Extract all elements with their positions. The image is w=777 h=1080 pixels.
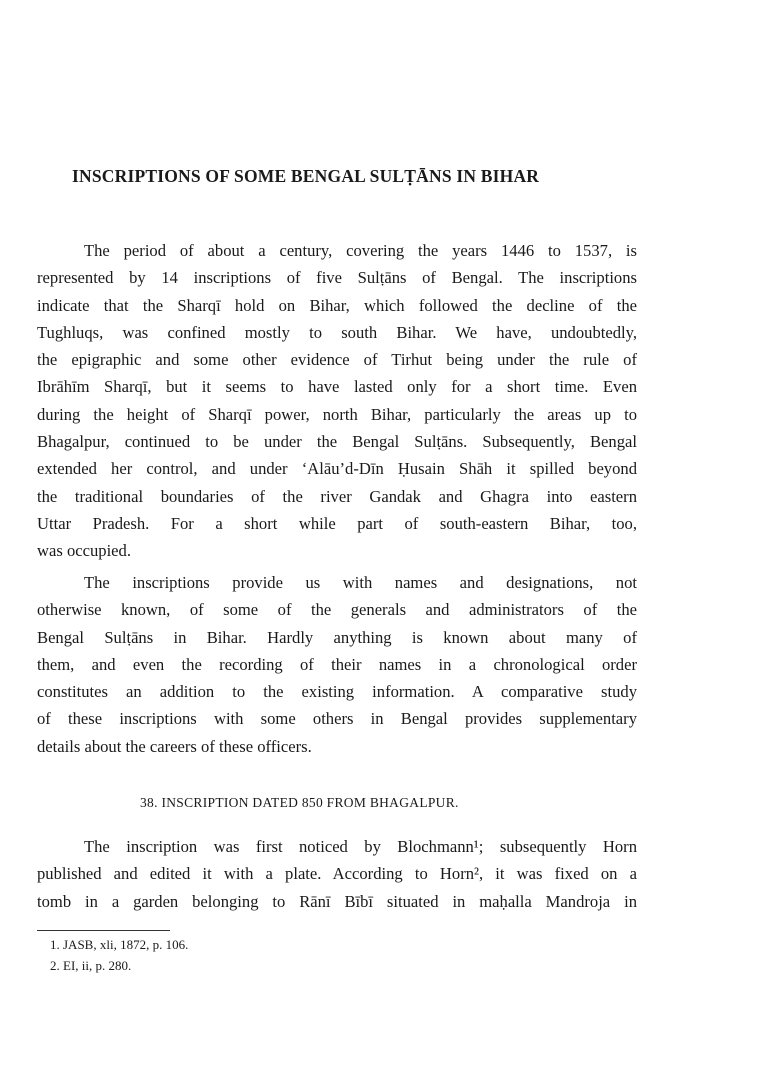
paragraph-line: The inscriptions provide us with names and designations, not bbox=[84, 573, 637, 592]
paragraph-line: The inscription was first noticed by Blochmann¹; subsequently Horn bbox=[84, 837, 637, 856]
paragraph-line: represented by 14 inscriptions of five Sulṭāns of Bengal. The inscriptions bbox=[37, 268, 637, 288]
paragraph-line: indicate that the Sharqī hold on Bihar, which followed the decline of the bbox=[37, 295, 637, 315]
footnotes bbox=[50, 934, 188, 976]
paragraph-line: published and edited it with a plate. According to Horn², it was fixed on a bbox=[37, 864, 637, 884]
paragraph-line: extended her control, and under ‘Alāu’d-Dīn Ḥusain Shāh it spilled beyond bbox=[37, 459, 637, 479]
paragraph-3 bbox=[37, 833, 637, 915]
paragraph-line: details about the careers of these officers. bbox=[37, 736, 312, 756]
paragraph-line: was occupied. bbox=[37, 541, 131, 561]
paragraph-line: the epigraphic and some other evidence of Tirhut being under the rule of bbox=[37, 350, 637, 370]
paragraph-line: Bhagalpur, continued to be under the Bengal Sulṭāns. Subsequently, Bengal bbox=[37, 432, 637, 452]
paragraph-line: during the height of Sharqī power, north Bihar, particularly the areas up to bbox=[37, 404, 637, 424]
paragraph-line: Tughluqs, was confined mostly to south Bihar. We have, undoubtedly, bbox=[37, 322, 637, 342]
footnote-divider bbox=[37, 930, 170, 931]
paragraph-line: constitutes an addition to the existing information. A comparative study bbox=[37, 682, 637, 702]
paragraph-line: otherwise known, of some of the generals and administrators of the bbox=[37, 600, 637, 620]
paragraph-1 bbox=[37, 237, 637, 565]
paragraph-line: The period of about a century, covering the years 1446 to 1537, is bbox=[84, 241, 637, 260]
paragraph-2 bbox=[37, 569, 637, 760]
paragraph-line: them, and even the recording of their names in a chronological order bbox=[37, 654, 637, 674]
paragraph-line: Uttar Pradesh. For a short while part of south-eastern Bihar, too, bbox=[37, 513, 637, 533]
paragraph-line: the traditional boundaries of the river Gandak and Ghagra into eastern bbox=[37, 486, 637, 506]
paragraph-line: of these inscriptions with some others in Bengal provides supplementary bbox=[37, 709, 637, 729]
footnote-item: 2. EI, ii, p. 280. bbox=[50, 958, 132, 973]
paragraph-line: tomb in a garden belonging to Rānī Bībī situated in maḥalla Mandroja in bbox=[37, 891, 637, 911]
section-heading: 38. INSCRIPTION DATED 850 FROM BHAGALPUR. bbox=[140, 795, 459, 810]
footnote-item: 1. JASB, xli, 1872, p. 106. bbox=[50, 937, 189, 952]
paragraph-line: Ibrāhīm Sharqī, but it seems to have lasted only for a short time. Even bbox=[37, 377, 637, 397]
page-title: INSCRIPTIONS OF SOME BENGAL SULṬĀNS IN BIHAR bbox=[72, 166, 540, 186]
paragraph-line: Bengal Sulṭāns in Bihar. Hardly anything is known about many of bbox=[37, 627, 637, 647]
